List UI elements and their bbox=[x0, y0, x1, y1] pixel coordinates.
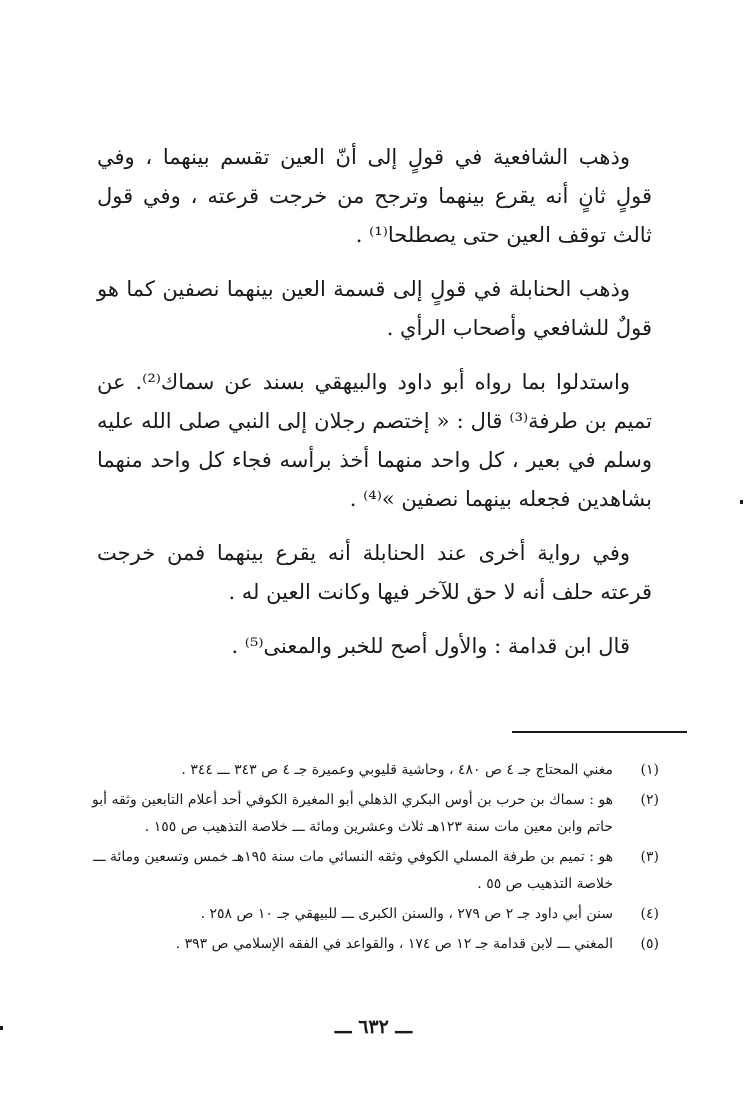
footnote-text: سنن أبي داود جـ ٢ ص ٢٧٩ ، والسنن الكبرى ـــ للبيهقي جـ ١٠ ص ٢٥٨ . bbox=[200, 906, 613, 922]
scan-edge-mark bbox=[740, 500, 743, 504]
footnote-number: (٢) bbox=[640, 792, 659, 808]
footnote-item bbox=[87, 901, 659, 928]
scan-edge-mark bbox=[0, 1026, 3, 1030]
footnote-number: (١) bbox=[640, 762, 659, 778]
footnote-item bbox=[87, 931, 659, 958]
footnote-number: (٥) bbox=[640, 936, 659, 952]
paragraph-ibn-qudama: قال ابن قدامة : والأول أصح للخبر والمعنى⁽⁵⁾ . bbox=[231, 634, 630, 658]
footnote-divider bbox=[512, 731, 687, 733]
footnote-text: المغني ـــ لابن قدامة جـ ١٢ ص ١٧٤ ، والقواعد في الفقه الإسلامي ص ٣٩٣ . bbox=[175, 936, 613, 952]
footnote-number: (٤) bbox=[640, 906, 659, 922]
paragraph-hanbali-division: وذهب الحنابلة في قولٍ إلى قسمة العين بينهما نصفين كما هو قولٌ للشافعي وأصحاب الرأي . bbox=[97, 277, 652, 340]
paragraph-hadith-evidence: واستدلوا بما رواه أبو داود والبيهقي بسند عن سماك⁽²⁾. عن تميم بن طرفة⁽³⁾ قال : « إختصم رجلان إلى النبي صلى الله عليه وسلم في بعير ، كل واحد منهما أخذ برأسه فجاء كل واحد منهما بشاهدين فجعله بينهما نصفين »⁽⁴⁾ . bbox=[97, 370, 652, 511]
page-number: ـــ ٦٣٢ ـــ bbox=[334, 1016, 413, 1038]
footnote-text: هو : سماك بن حرب بن أوس البكري الذهلي أبو المغيرة الكوفي أحد أعلام التابعين وثقه أبو حاتم وابن معين مات سنة ١٢٣هـ ثلاث وعشرين ومائة ـــ خلاصة التذهيب ص ١٥٥ . bbox=[92, 792, 613, 835]
body-text bbox=[97, 138, 652, 666]
footnote-number: (٣) bbox=[640, 849, 659, 865]
footnote-item bbox=[87, 844, 659, 898]
paragraph-shafii-opinions: وذهب الشافعية في قولٍ إلى أنّ العين تقسم بينهما ، وفي قولٍ ثانٍ أنه يقرع بينهما وترجح من خرجت قرعته ، وفي قول ثالث توقف العين حتى يصطلحا⁽¹⁾ . bbox=[97, 145, 652, 247]
footnote-item bbox=[87, 787, 659, 841]
footnotes bbox=[87, 757, 659, 961]
footnote-item bbox=[87, 757, 659, 784]
footnote-text: هو : تميم بن طرفة المسلي الكوفي وثقه النسائي مات سنة ١٩٥هـ خمس وتسعين ومائة ـــ خلاصة التذهيب ص ٥٥ . bbox=[93, 849, 613, 892]
footnote-text: مغني المحتاج جـ ٤ ص ٤٨٠ ، وحاشية قليوبي وعميرة جـ ٤ ص ٣٤٣ ـــ ٣٤٤ . bbox=[181, 762, 613, 778]
paragraph-hanbali-lot: وفي رواية أخرى عند الحنابلة أنه يقرع بينهما فمن خرجت قرعته حلف أنه لا حق للآخر فيها وكانت العين له . bbox=[97, 541, 652, 604]
